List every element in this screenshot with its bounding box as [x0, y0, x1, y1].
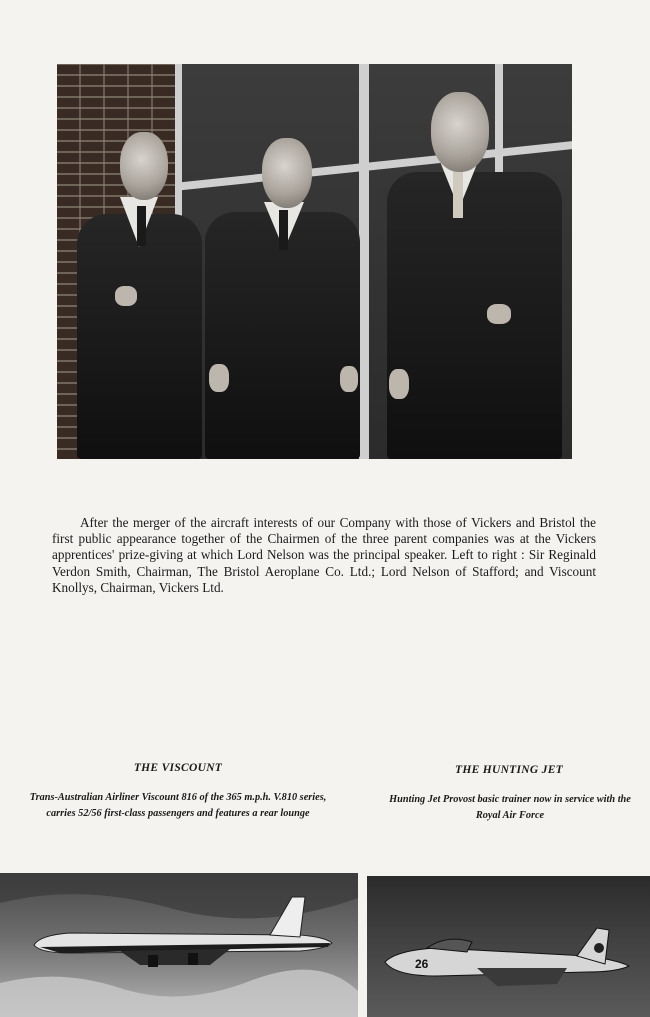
viscount-aircraft [0, 873, 358, 1017]
jet-provost-aircraft [367, 876, 650, 1017]
hunting-jet-photo [367, 876, 650, 1017]
chairmen-photo [57, 64, 572, 459]
photo-caption: After the merger of the aircraft interests of our Company with those of Vickers and Bristol the first public appearance together of the Chairmen of the three parent companies was at the Vickers apprentices' prize-giving at which Lord Nelson was the principal speaker. Left to right : Sir Reginald Verdon Smith, Chairman, The Bristol Aeroplane Co. Ltd.; Lord Nelson of Stafford; and Viscount Knollys, Chairman, Vickers Ltd. [52, 515, 596, 595]
viscount-photo [0, 873, 358, 1017]
hunting-jet-title: THE HUNTING JET [455, 764, 563, 776]
hunting-jet-description: Hunting Jet Provost basic trainer now in service with the Royal Air Force [389, 794, 631, 821]
viscount-title: THE VISCOUNT [133, 762, 223, 774]
viscount-description: Trans-Australian Airliner Viscount 816 of the 365 m.p.h. V.810 series, carries 52/56 first-class passengers and features a rear lounge [29, 792, 327, 819]
jet-number-marking: 26 [415, 957, 429, 971]
